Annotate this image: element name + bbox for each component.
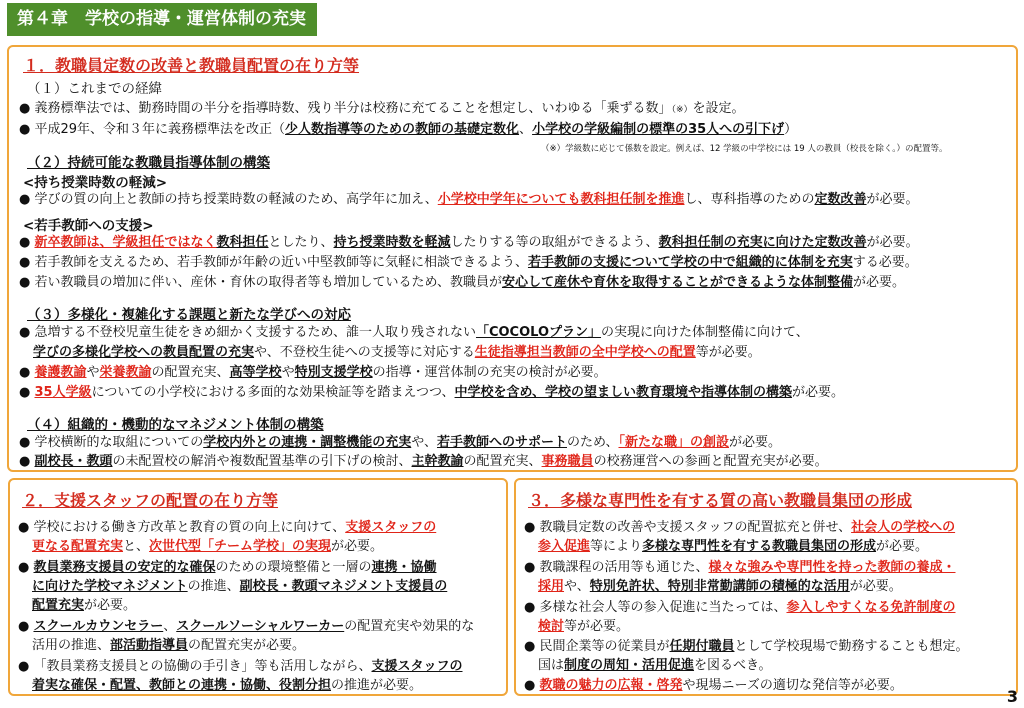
text: ● 教職課程の活用等も通じた、	[524, 560, 709, 575]
emphasis: 多様な専門性を有する教職員集団の形成	[642, 539, 877, 554]
staff-item-1	[18, 518, 436, 537]
text: ●	[19, 385, 35, 400]
text: ● 急増する不登校児童生徒をきめ細かく支援するため、誰一人取り残されない	[19, 325, 476, 340]
text: ● 義務標準法では、勤務時間の半分を指導時数、残り半分は校務に充てることを想定し、いわゆる「乗ずる数」	[19, 101, 672, 116]
text: や、	[411, 435, 437, 450]
emphasis: 少人数指導等のための教師の基礎定数化	[285, 122, 520, 137]
section-1-title: １．教職員定数の改善と教職員配置の在り方等	[23, 56, 360, 75]
text: の配置充実が必要。	[188, 638, 306, 653]
emphasis: 安心して産休や育休を取得することができるような体制整備	[501, 275, 853, 290]
emphasis: スクールカウンセラー	[33, 619, 164, 634]
emphasis-red: 栄養教諭	[99, 365, 152, 380]
emphasis-red: 様々な強みや専門性を持った教師の養成・	[708, 560, 956, 575]
text: が必要。	[849, 579, 902, 594]
emphasis: 主幹教諭	[411, 454, 464, 469]
text: 活用の推進、	[32, 638, 111, 653]
text: や現場ニーズの適切な発信等が必要。	[682, 678, 903, 693]
class-hours-item	[19, 190, 919, 209]
text: のため、	[567, 435, 619, 450]
text: や	[281, 365, 295, 380]
text: が必要。	[331, 539, 384, 554]
text: し、専科指導のための	[684, 192, 815, 207]
text: ● 学校における働き方改革と教育の質の向上に向けて、	[18, 520, 346, 535]
diverse-staff-item-4-cont	[538, 656, 772, 675]
text: 、	[519, 122, 533, 137]
text: と、	[123, 539, 150, 554]
staff-item-4	[18, 657, 463, 676]
text: が必要。	[876, 539, 929, 554]
text: 等が必要。	[564, 619, 630, 634]
emphasis: 若手教師へのサポート	[436, 435, 567, 450]
text: ● 多様な社会人等の参入促進に当たっては、	[524, 600, 787, 615]
emphasis: 中学校を含め、学校の望ましい教育環境や指導体制の構築	[454, 385, 793, 400]
emphasis: 「COCOLOプラン」	[475, 325, 602, 340]
diverse-item-1	[19, 323, 809, 342]
text: の推進、	[187, 579, 240, 594]
emphasis-red: 「新たな職」の創設	[618, 435, 729, 450]
history-item-2	[19, 120, 797, 139]
emphasis-red: 検討	[538, 619, 565, 634]
emphasis: 特別支援学校	[294, 365, 373, 380]
emphasis-red: 35人学級	[34, 385, 92, 400]
text: の推進が必要。	[331, 678, 423, 693]
subsection-1-2-title: （２）持続可能な教職員指導体制の構築	[27, 155, 270, 171]
emphasis: 学校内外との連携・調整機能の充実	[203, 435, 412, 450]
staff-item-4-cont	[32, 676, 422, 695]
emphasis: 特別免許状、特別非常勤講師の積極的な活用	[589, 579, 850, 594]
text: ）	[784, 122, 798, 137]
text: や、不登校生徒への支援等に対応する	[254, 345, 475, 360]
text: ● 平成29年、令和３年に義務標準法を改正（	[19, 122, 286, 137]
emphasis-red: 小学校中学年についても教科担任制を推進	[437, 192, 685, 207]
text: が必要。	[866, 192, 919, 207]
section-1-box	[7, 45, 1018, 472]
heading-class-hours: <持ち授業時数の軽減>	[23, 175, 168, 191]
text: する必要。	[852, 255, 918, 270]
emphasis: 支援スタッフの	[371, 659, 463, 674]
emphasis: 持ち授業時数を軽減	[333, 235, 451, 250]
diverse-staff-item-1-cont	[538, 537, 928, 556]
emphasis: 若手教師の支援について学校の中で組織的に体制を充実	[527, 255, 853, 270]
emphasis: 教員業務支援員の安定的な確保	[33, 560, 216, 575]
emphasis: 教科担任	[216, 235, 269, 250]
text: の配置充実、	[151, 365, 230, 380]
staff-item-2	[18, 558, 437, 577]
staff-item-3-cont	[32, 636, 305, 655]
diverse-staff-item-5	[524, 676, 903, 695]
emphasis: 学びの多様化学校への教員配置の充実	[33, 345, 255, 360]
diverse-staff-item-2-cont	[538, 577, 902, 596]
emphasis: に向けた学校マネジメント	[32, 579, 188, 594]
emphasis-red: 社会人の学校への	[851, 520, 956, 535]
young-teacher-item-2	[19, 253, 918, 272]
emphasis-red: 教職の魅力の広報・啓発	[539, 678, 683, 693]
staff-item-2-cont	[32, 577, 447, 596]
diverse-staff-item-4	[524, 637, 969, 656]
text: ●	[19, 235, 35, 250]
emphasis-red: 参入しやすくなる免許制度の	[786, 600, 956, 615]
text: を図るべき。	[694, 658, 772, 673]
management-item-2	[19, 452, 828, 471]
section-2-box	[8, 478, 508, 696]
text: ● 若手教師を支えるため、若手教師が年齢の近い中堅教師等に気軽に相談できるよう、	[19, 255, 528, 270]
diverse-item-2	[19, 363, 607, 382]
text: が必要。	[84, 598, 137, 613]
text: 等が必要。	[695, 345, 761, 360]
staff-item-2-cont2	[32, 596, 136, 615]
text: や	[86, 365, 100, 380]
text: についての小学校における多面的な効果検証等を踏まえつつ、	[91, 385, 455, 400]
emphasis: 配置充実	[32, 598, 85, 613]
text: ●	[524, 678, 540, 693]
text: 等により	[590, 539, 643, 554]
subsection-1-1-title: （１）これまでの経緯	[27, 81, 162, 97]
emphasis: 任期付職員	[669, 639, 735, 654]
text: のための環境整備と一層の	[215, 560, 372, 575]
emphasis-red: 参入促進	[538, 539, 591, 554]
diverse-staff-item-3-cont	[538, 617, 629, 636]
text: が必要。	[729, 435, 782, 450]
subsection-1-4-title: （４）組織的・機動的なマネジメント体制の構築	[27, 417, 324, 433]
text: 、	[163, 619, 177, 634]
emphasis-red: 新卒教師は、学級担任ではなく	[34, 235, 217, 250]
staff-item-1-cont	[32, 537, 383, 556]
text: の校務運営への参画と配置充実が必要。	[593, 454, 828, 469]
young-teacher-item-3	[19, 273, 905, 292]
text: の実現に向けた体制整備に向けて、	[601, 325, 809, 340]
emphasis: 副校長・教頭マネジメント支援員の	[239, 579, 448, 594]
text: としたり、	[268, 235, 334, 250]
diverse-item-1-cont	[33, 343, 761, 362]
emphasis-red: 養護教諭	[34, 365, 87, 380]
text: ● 「教員業務支援員との協働の手引き」等も活用しながら、	[18, 659, 372, 674]
text: ● 学校横断的な取組についての	[19, 435, 204, 450]
emphasis: スクールソーシャルワーカー	[176, 619, 345, 634]
text: ●	[18, 560, 34, 575]
staff-item-3	[18, 617, 474, 636]
heading-young-teachers: <若手教師への支援>	[23, 218, 154, 234]
young-teacher-item-1	[19, 233, 919, 252]
emphasis: 小学校の学級編制の標準の35人への引下げ	[532, 122, 785, 137]
chapter-title: 第４章 学校の指導・運営体制の充実	[7, 3, 317, 36]
text: の配置充実や効果的な	[344, 619, 475, 634]
text: として学校現場で勤務することも想定。	[734, 639, 969, 654]
section-3-box	[514, 478, 1018, 696]
text: 国は	[538, 658, 565, 673]
emphasis-red: 採用	[538, 579, 565, 594]
emphasis: 教科担任制の充実に向けた定数改善	[658, 235, 867, 250]
emphasis: 副校長・教頭	[34, 454, 113, 469]
text: の配置充実、	[463, 454, 542, 469]
text: が必要。	[852, 275, 905, 290]
emphasis: 着実な確保・配置、教師との連携・協働、役割分担	[32, 678, 332, 693]
text: の指導・運営体制の充実の検討が必要。	[372, 365, 607, 380]
page-number: 3	[1006, 687, 1018, 706]
history-item-1	[19, 99, 745, 120]
management-item-1	[19, 433, 781, 452]
text: を設定。	[692, 101, 745, 116]
section-2-title: ２．支援スタッフの配置の在り方等	[22, 491, 279, 510]
emphasis: 部活動指導員	[110, 638, 189, 653]
footnote-mark: （※）	[671, 105, 693, 115]
text: ● 教職員定数の改善や支援スタッフの配置拡充と併せ、	[524, 520, 852, 535]
subsection-1-3-title: （３）多様化・複雑化する課題と新たな学びへの対応	[27, 307, 351, 323]
text: ● 若い教職員の増加に伴い、産休・育休の取得者等も増加しているため、教職員が	[19, 275, 502, 290]
text: ● 学びの質の向上と教師の持ち授業時数の軽減のため、高学年に加え、	[19, 192, 438, 207]
diverse-item-3	[19, 383, 844, 402]
diverse-staff-item-3	[524, 598, 956, 617]
emphasis: 高等学校	[229, 365, 282, 380]
text: ●	[19, 454, 35, 469]
emphasis-red: 支援スタッフの	[345, 520, 437, 535]
text: ●	[18, 619, 34, 634]
emphasis-red: 更なる配置充実	[32, 539, 124, 554]
text: ● 民間企業等の従業員が	[524, 639, 670, 654]
emphasis: 制度の周知・活用促進	[564, 658, 695, 673]
emphasis-red: 事務職員	[541, 454, 594, 469]
emphasis-red: 生徒指導担当教師の全中学校への配置	[474, 345, 696, 360]
diverse-staff-item-1	[524, 518, 955, 537]
diverse-staff-item-2	[524, 558, 956, 577]
text: が必要。	[866, 235, 919, 250]
text: や、	[564, 579, 590, 594]
emphasis: 連携・協働	[371, 560, 437, 575]
text: の未配置校の解消や複数配置基準の引下げの検討、	[112, 454, 412, 469]
text: が必要。	[792, 385, 845, 400]
text: ●	[19, 365, 35, 380]
emphasis-red: 次世代型「チーム学校」の実現	[149, 539, 332, 554]
text: したりする等の取組ができるよう、	[450, 235, 659, 250]
footnote: （※）学級数に応じて係数を設定。例えば、12 学級の中学校には 19 人の教員（校長を除く。）の配置等。	[541, 144, 948, 154]
section-3-title: ３．多様な専門性を有する質の高い教職員集団の形成	[528, 491, 913, 510]
emphasis: 定数改善	[814, 192, 867, 207]
